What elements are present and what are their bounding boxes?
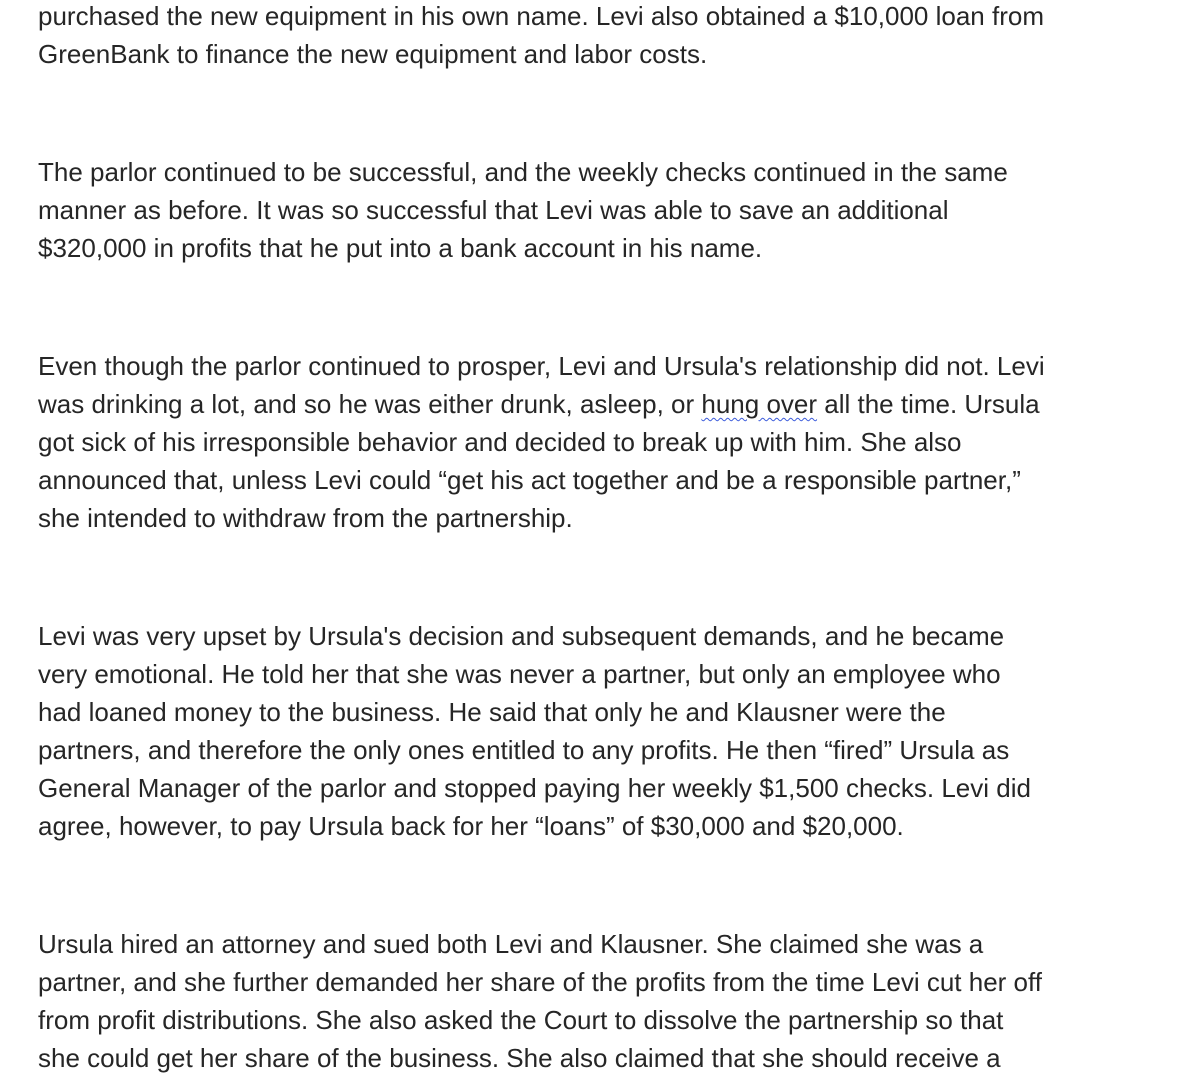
text-line: announced that, unless Levi could “get his act together and be a responsible partner,” (38, 465, 1021, 495)
text-line: $320,000 in profits that he put into a bank account in his name. (38, 233, 763, 263)
text-line: agree, however, to pay Ursula back for her “loans” of $30,000 and $20,000. (38, 811, 904, 841)
paragraph-2 (38, 153, 1168, 267)
text-line (38, 385, 1168, 423)
text-line: General Manager of the parlor and stopped paying her weekly $1,500 checks. Levi did (38, 773, 1031, 803)
text-line: very emotional. He told her that she was never a partner, but only an employee who (38, 659, 1001, 689)
text-segment: all the time. Ursula (817, 389, 1040, 419)
text-line: from profit distributions. She also asked the Court to dissolve the partnership so that (38, 1005, 1004, 1035)
text-line: Ursula hired an attorney and sued both Levi and Klausner. She claimed she was a (38, 929, 984, 959)
text-line: Levi was very upset by Ursula's decision and subsequent demands, and he became (38, 621, 1005, 651)
paragraph-gap (38, 73, 1168, 153)
paragraph-gap (38, 845, 1168, 925)
text-line: had loaned money to the business. He said that only he and Klausner were the (38, 697, 946, 727)
document-body (38, 0, 1168, 1077)
paragraph-gap (38, 267, 1168, 347)
text-line: partner, and she further demanded her share of the profits from the time Levi cut her off (38, 967, 1042, 997)
text-line: got sick of his irresponsible behavior and decided to break up with him. She also (38, 427, 962, 457)
text-line: she intended to withdraw from the partnership. (38, 503, 573, 533)
paragraph-3 (38, 347, 1168, 537)
text-segment: was drinking a lot, and so he was either drunk, asleep, or (38, 389, 702, 419)
text-line: she could get her share of the business. She also claimed that she should receive a (38, 1043, 1001, 1073)
text-line: Even though the parlor continued to prosper, Levi and Ursula's relationship did not. Levi (38, 351, 1045, 381)
spellcheck-underlined-word[interactable]: hung over (701, 389, 818, 419)
paragraph-5 (38, 925, 1168, 1077)
text-line: The parlor continued to be successful, and the weekly checks continued in the same (38, 157, 1008, 187)
paragraph-gap (38, 537, 1168, 617)
paragraph-4 (38, 617, 1168, 845)
text-line: manner as before. It was so successful that Levi was able to save an additional (38, 195, 949, 225)
text-line: GreenBank to finance the new equipment and labor costs. (38, 39, 708, 69)
paragraph-1 (38, 0, 1168, 73)
text-line: purchased the new equipment in his own name. Levi also obtained a $10,000 loan from (38, 1, 1044, 31)
text-line: partners, and therefore the only ones entitled to any profits. He then “fired” Ursula as (38, 735, 1010, 765)
